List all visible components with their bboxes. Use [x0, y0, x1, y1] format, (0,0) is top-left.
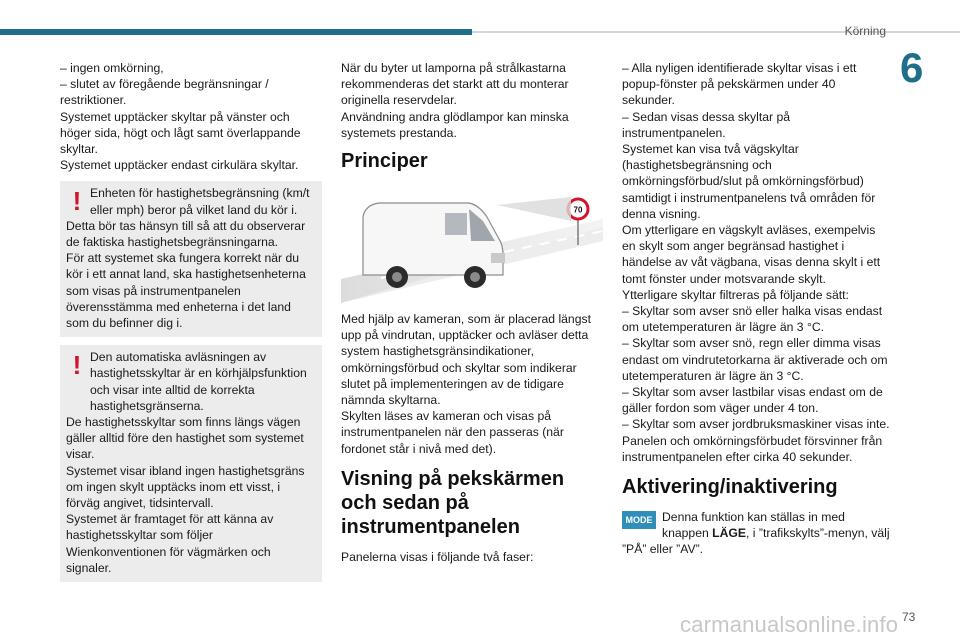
- warning-text: Detta bör tas hänsyn till så att du observerar de faktiska hastighetsbegränsningarna.: [66, 218, 306, 250]
- paragraph: – Skyltar som avser snö eller halka visas endast om utetemperaturen är lägre än 3 °C.: [622, 304, 883, 335]
- column-left: [60, 60, 322, 582]
- activation-text: Denna funktion kan ställas in med knappen: [662, 510, 845, 541]
- warning-box-limitations: [60, 345, 322, 582]
- column-middle: [341, 60, 603, 565]
- wheel-hub: [392, 272, 402, 282]
- van-side-window: [445, 213, 467, 235]
- paragraph: – Skyltar som avser snö, regn eller dimma visas endast om vindrutetorkarna är aktiverade och om utetemperaturen är lägre än 3 °C.: [622, 336, 888, 383]
- paragraph: När du byter ut lamporna på strålkastarna rekommenderas det starkt att du monterar originella reservdelar.: [341, 61, 569, 108]
- warning-lead: Den automatiska avläsningen av hastighetsskyltar är en körhjälpsfunktion och visar inte alltid de korrekta hastighetsgränserna.: [90, 350, 307, 413]
- chapter-number: 6: [900, 44, 924, 91]
- mode-button-icon: MODE: [622, 511, 656, 529]
- exclamation-icon: !: [72, 350, 82, 381]
- exclamation-icon: !: [72, 186, 82, 217]
- paragraph: Om ytterligare en vägskylt avläses, exempelvis en skylt som anger begränsad hastighet i händelse av våt vägbana, visas denna skylt i ett tomt fönster under motsvarande skylt.: [622, 223, 881, 286]
- paragraph: Ytterligare skyltar filtreras på följande sätt:: [622, 287, 849, 302]
- heading-activation: Aktivering/inaktivering: [622, 476, 838, 499]
- warning-lead: Enheten för hastighetsbegränsning (km/t eller mph) beror på vilket land du kör i.: [90, 186, 310, 217]
- heading-principles: Principer: [341, 150, 428, 173]
- paragraph: Panelen och omkörningsförbudet försvinner från instrumentpanelen efter cirka 40 sekunder.: [622, 433, 883, 464]
- warning-box-units: [60, 181, 322, 337]
- activation-text: , i ”trafikskylts”-menyn, välj ”PÅ” eller ”AV”.: [622, 526, 890, 557]
- van-headlight: [491, 253, 505, 263]
- warning-text: De hastighetsskyltar som finns längs vägen gäller alltid före den hastighet som systemet visar.: [66, 415, 304, 462]
- paragraph: – Skyltar som avser jordbruksmaskiner visas inte.: [622, 417, 890, 432]
- sign-value: 70: [573, 205, 583, 215]
- paragraph: Panelerna visas i följande två faser:: [341, 549, 534, 564]
- paragraph: Användning andra glödlampor kan minska systemets prestanda.: [341, 109, 569, 140]
- paragraph: – Skyltar som avser lastbilar visas endast om de gäller fordon som väger under 4 ton.: [622, 385, 883, 416]
- paragraph: Systemet upptäcker skyltar på vänster och höger sida, högt och lågt samt överlappande skyltar.: [60, 109, 301, 157]
- heading-display: Visning på pekskärmen och sedan på instrumentpanelen: [341, 467, 565, 538]
- page-number: 73: [902, 610, 916, 624]
- camera-beam: [497, 197, 571, 221]
- column-right: [622, 60, 890, 558]
- watermark: carmanualsonline.info: [680, 612, 899, 637]
- paragraph: – Alla nyligen identifierade skyltar visas i ett popup-fönster på pekskärmen under 40 sekunder.: [622, 61, 857, 108]
- activation-paragraph: [622, 509, 890, 558]
- paragraph: Med hjälp av kameran, som är placerad längst upp på vindrutan, upptäcker och avläser detta system hastighetsgränsindikationer, omkörningsförbud och skyltar som indikerar slutet på implementeringen av de tidigare nämnda skyltarna.: [341, 312, 591, 408]
- paragraph: – Sedan visas dessa skyltar på instrumentpanelen.: [622, 109, 791, 140]
- paragraph: Skylten läses av kameran och visas på instrumentpanelen när den passeras (när fordonet står i nivå med det).: [341, 409, 564, 456]
- warning-text: För att systemet ska fungera korrekt när du kör i ett annat land, ska hastighetsenheterna som visas på instrumentpanelen överensstämma med enheterna i det land som du befinner dig i.: [66, 251, 306, 331]
- top-accent-bar: [0, 0, 960, 36]
- van-illustration: [341, 183, 603, 303]
- warning-text: Systemet är framtaget för att känna av hastighetsskyltar som följer Wienkonventionen för vägmärken och signaler.: [66, 512, 274, 575]
- accent-stripe: [0, 29, 472, 35]
- divider-line: [472, 31, 960, 33]
- paragraph: Systemet kan visa två vägskyltar (hastighetsbegränsning och omkörningsförbud/slut på omkörningsförbud) samtidigt i instrumentpanelens två områden för denna visning.: [622, 142, 876, 221]
- section-title: Körning: [844, 24, 886, 38]
- mode-key-label: LÄGE: [712, 526, 747, 541]
- paragraph: Systemet upptäcker endast cirkulära skyltar.: [60, 158, 299, 173]
- warning-text: Systemet visar ibland ingen hastighetsgräns om ingen skylt upptäcks inom ett visst, i förväg angivet, tidsintervall.: [66, 463, 305, 511]
- wheel-hub: [470, 272, 480, 282]
- paragraph: – slutet av föregående begränsningar / restriktioner.: [60, 77, 269, 108]
- paragraph: – ingen omkörning,: [60, 61, 164, 75]
